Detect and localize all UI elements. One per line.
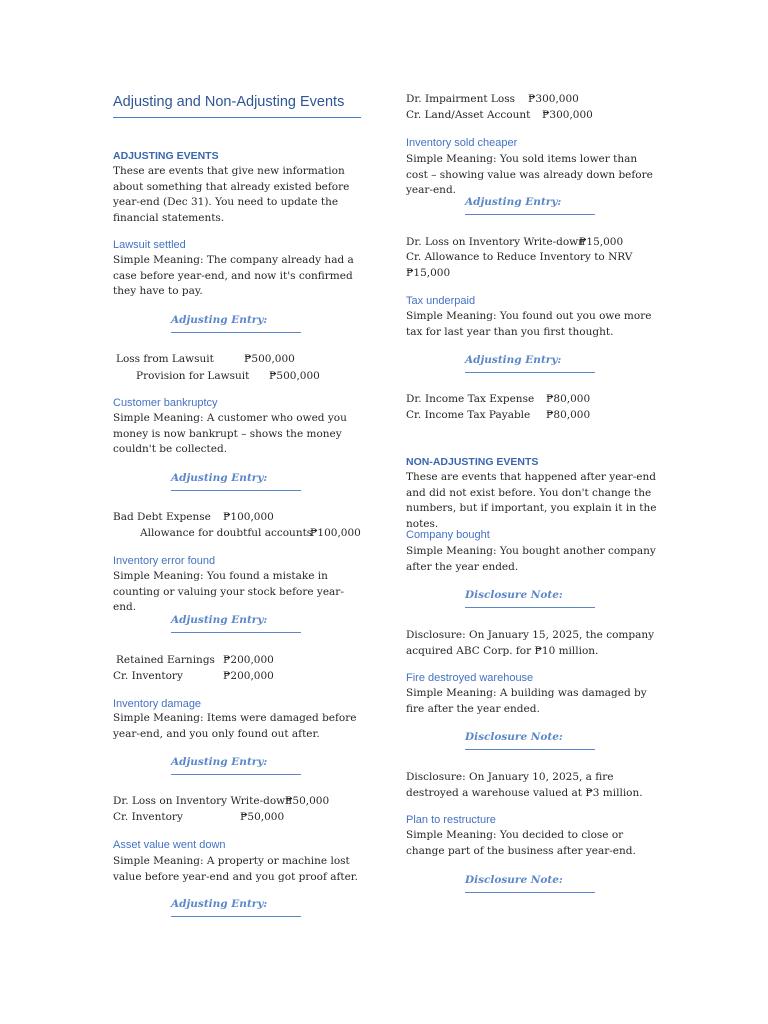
inventory-damage-credit-amount: ₱50,000 <box>240 811 285 823</box>
restructure-meaning: Simple Meaning: You decided to close or change part of the business after year-end. <box>406 829 636 857</box>
lawsuit-credit-account: Provision for Lawsuit <box>136 370 250 382</box>
restructure-heading: Plan to restructure <box>406 814 496 826</box>
inventory-error-debit-account: Retained Earnings <box>116 654 215 666</box>
non-adjusting-events-intro: These are events that happened after year-end and did not exist before. You don't change the numbers, but if important, you explain it in the notes. <box>406 471 657 530</box>
restructure-note-label: Disclosure Note: <box>465 874 563 886</box>
inventory-damage-debit-account: Dr. Loss on Inventory Write-down <box>113 795 292 807</box>
adjusting-events-intro: These are events that give new information about something that already existed before year-end (Dec 31). You need to update the financial statements. <box>113 165 350 224</box>
adjusting-events-heading: ADJUSTING EVENTS <box>113 150 219 162</box>
lawsuit-entry-label: Adjusting Entry: <box>171 314 268 326</box>
lawsuit-label-rule <box>171 332 301 333</box>
fire-meaning: Simple Meaning: A building was damaged by fire after the year ended. <box>406 687 647 715</box>
tax-entry-label: Adjusting Entry: <box>465 354 562 366</box>
tax-credit-amount: ₱80,000 <box>546 409 591 421</box>
inventory-damage-heading: Inventory damage <box>113 698 202 710</box>
company-bought-note-label: Disclosure Note: <box>465 589 563 601</box>
bankruptcy-credit-amount: ₱100,000 <box>310 527 361 539</box>
inventory-damage-label-rule <box>171 774 301 775</box>
inventory-error-meaning: Simple Meaning: You found a mistake in counting or valuing your stock before year-end. <box>113 570 344 614</box>
asset-down-label-rule <box>171 916 301 917</box>
restructure-label-rule <box>465 892 595 893</box>
fire-note-label: Disclosure Note: <box>465 731 563 743</box>
asset-down-debit-amount: ₱300,000 <box>528 93 579 105</box>
company-bought-label-rule <box>465 607 595 608</box>
inventory-cheaper-debit-amount: ₱15,000 <box>579 236 624 248</box>
fire-heading: Fire destroyed warehouse <box>406 672 534 684</box>
inventory-error-credit-amount: ₱200,000 <box>223 670 274 682</box>
asset-down-debit-account: Dr. Impairment Loss <box>406 93 515 105</box>
inventory-error-debit-amount: ₱200,000 <box>223 654 274 666</box>
company-bought-disclosure: Disclosure: On January 15, 2025, the company acquired ABC Corp. for ₱10 million. <box>406 629 655 657</box>
inventory-error-entry-label: Adjusting Entry: <box>171 614 268 626</box>
inventory-cheaper-meaning: Simple Meaning: You sold items lower than cost – showing value was already down before year-end. <box>406 153 653 197</box>
tax-heading: Tax underpaid <box>406 295 476 307</box>
inventory-cheaper-label-rule <box>465 214 595 215</box>
bankruptcy-heading: Customer bankruptcy <box>113 397 218 409</box>
title-underline <box>113 117 361 118</box>
company-bought-meaning: Simple Meaning: You bought another company after the year ended. <box>406 545 656 573</box>
inventory-cheaper-credit-account: Cr. Allowance to Reduce Inventory to NRV <box>406 251 633 263</box>
tax-debit-amount: ₱80,000 <box>546 393 591 405</box>
lawsuit-meaning: Simple Meaning: The company already had a case before year-end, and now it's confirmed they have to pay. <box>113 254 354 298</box>
bankruptcy-label-rule <box>171 490 301 491</box>
asset-down-credit-amount: ₱300,000 <box>542 109 593 121</box>
bankruptcy-debit-account: Bad Debt Expense <box>113 511 211 523</box>
lawsuit-debit-account: Loss from Lawsuit <box>116 353 214 365</box>
lawsuit-heading: Lawsuit settled <box>113 239 186 251</box>
tax-credit-account: Cr. Income Tax Payable <box>406 409 531 421</box>
tax-label-rule <box>465 372 595 373</box>
inventory-error-credit-account: Cr. Inventory <box>113 670 183 682</box>
asset-down-entry-label: Adjusting Entry: <box>171 898 268 910</box>
inventory-error-label-rule <box>171 632 301 633</box>
inventory-error-heading: Inventory error found <box>113 555 216 567</box>
inventory-cheaper-heading: Inventory sold cheaper <box>406 137 518 149</box>
bankruptcy-entry-label: Adjusting Entry: <box>171 472 268 484</box>
asset-down-meaning: Simple Meaning: A property or machine lost value before year-end and you got proof after. <box>113 855 359 883</box>
fire-disclosure: Disclosure: On January 10, 2025, a fire destroyed a warehouse valued at ₱3 million. <box>406 771 643 799</box>
inventory-damage-credit-account: Cr. Inventory <box>113 811 183 823</box>
inventory-cheaper-debit-account: Dr. Loss on Inventory Write-down <box>406 236 585 248</box>
bankruptcy-credit-account: Allowance for doubtful accounts <box>140 527 313 539</box>
non-adjusting-events-heading: NON-ADJUSTING EVENTS <box>406 456 539 468</box>
company-bought-heading: Company bought <box>406 529 490 541</box>
bankruptcy-meaning: Simple Meaning: A customer who owed you money is now bankrupt – shows the money couldn't be collected. <box>113 412 347 456</box>
bankruptcy-debit-amount: ₱100,000 <box>223 511 274 523</box>
tax-debit-account: Dr. Income Tax Expense <box>406 393 535 405</box>
inventory-damage-meaning: Simple Meaning: Items were damaged before year-end, and you only found out after. <box>113 712 357 740</box>
asset-down-heading: Asset value went down <box>113 839 226 851</box>
fire-label-rule <box>465 749 595 750</box>
inventory-cheaper-credit-amount: ₱15,000 <box>406 267 451 279</box>
asset-down-credit-account: Cr. Land/Asset Account <box>406 109 531 121</box>
tax-meaning: Simple Meaning: You found out you owe more tax for last year than you first thought. <box>406 310 652 338</box>
lawsuit-debit-amount: ₱500,000 <box>244 353 295 365</box>
inventory-damage-entry-label: Adjusting Entry: <box>171 756 268 768</box>
page-title: Adjusting and Non-Adjusting Events <box>113 94 345 110</box>
inventory-damage-debit-amount: ₱50,000 <box>285 795 330 807</box>
inventory-cheaper-entry-label: Adjusting Entry: <box>465 196 562 208</box>
lawsuit-credit-amount: ₱500,000 <box>269 370 320 382</box>
